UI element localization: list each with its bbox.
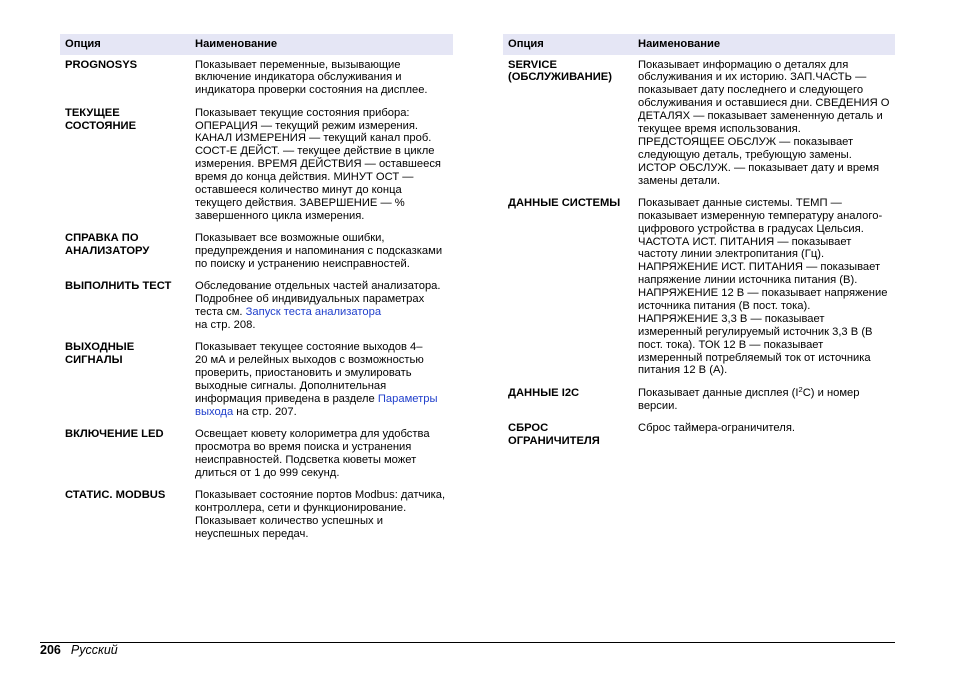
description-line: проверить, приостановить и эмулировать	[195, 367, 412, 380]
text-segment: информация приведена в разделе	[195, 392, 378, 405]
table-row	[60, 103, 453, 229]
option-description	[190, 280, 453, 332]
option-description	[190, 232, 453, 271]
description-line: частоту линии электропитания (Гц).	[638, 248, 825, 261]
description-line: Показывает переменные, вызывающие	[195, 58, 401, 71]
description-line: текущего действия. ЗАВЕРШЕНИЕ — %	[195, 196, 405, 209]
description-line: время до конца действия. МИНУТ ОСТ —	[195, 171, 414, 184]
description-line: оставшееся количество минут до конца	[195, 184, 402, 197]
text-segment: Показывает данные дисплея (I	[638, 386, 799, 399]
option-description	[190, 428, 453, 480]
column-header-option: Опция	[65, 38, 101, 50]
description-line	[638, 387, 895, 400]
option-description	[633, 422, 895, 448]
description-line: обслуживания и их историю. ЗАП.ЧАСТЬ —	[638, 71, 867, 84]
description-line: по поиску и устранению неисправностей.	[195, 257, 410, 270]
option-name-line: СОСТОЯНИЕ	[65, 119, 137, 132]
cross-reference-link[interactable]: выхода	[195, 405, 234, 418]
footer-language: Русский	[70, 643, 118, 657]
option-name-line: SERVICE	[508, 58, 557, 71]
description-line: показывает дату последнего и следующего	[638, 84, 864, 97]
table-row	[60, 425, 453, 486]
column-header-name: Наименование	[195, 38, 278, 50]
table-header-row	[503, 34, 895, 55]
description-line: ДЕТАЛЯХ — показывает замененную деталь и	[638, 110, 883, 123]
option-name	[60, 107, 190, 223]
description-line: ЧАСТОТА ИСТ. ПИТАНИЯ — показывает	[638, 235, 852, 248]
table-row	[60, 55, 453, 103]
option-name-line: PROGNOSYS	[65, 58, 138, 71]
option-name	[60, 280, 190, 332]
table-row	[503, 383, 895, 418]
option-name-line: ВЫПОЛНИТЬ ТЕСТ	[65, 280, 172, 293]
footer-rule	[40, 642, 895, 643]
description-line: замены детали.	[638, 174, 721, 187]
option-name	[503, 59, 633, 188]
option-name	[503, 387, 633, 413]
table-row	[60, 486, 453, 547]
option-name-line: ВЫХОДНЫЕ	[65, 341, 135, 354]
option-name-line: СБРОС	[508, 422, 549, 435]
description-line: НАПРЯЖЕНИЕ 3,3 В — показывает	[638, 312, 825, 325]
description-line: измеренный потребляемый ток от источника	[638, 351, 871, 364]
option-description	[633, 59, 895, 188]
option-name-line: ОГРАНИЧИТЕЛЯ	[508, 435, 600, 448]
description-line: неисправностей. Подсветка кюветы может	[195, 454, 417, 467]
superscript: 2	[798, 385, 803, 395]
column-header-option: Опция	[508, 38, 544, 50]
description-line: ОПЕРАЦИЯ — текущий режим измерения.	[195, 119, 419, 132]
description-line: НАПРЯЖЕНИЕ ИСТ. ПИТАНИЯ — показывает	[638, 261, 881, 274]
table-row	[503, 193, 895, 383]
table-body	[503, 55, 895, 454]
table-row	[503, 419, 895, 454]
option-description	[190, 59, 453, 98]
cross-reference-link[interactable]: Запуск теста анализатора	[245, 306, 382, 319]
option-name	[60, 59, 190, 98]
description-line: измеренный регулируемый источник 3,3 В (В	[638, 325, 873, 338]
description-line: неуспешных передач.	[195, 528, 309, 540]
option-name-line: ТЕКУЩЕЕ	[65, 106, 120, 119]
option-name	[60, 341, 190, 418]
option-description	[190, 341, 453, 418]
option-name	[503, 197, 633, 377]
description-line: Показывает данные системы. ТЕМП —	[638, 196, 842, 209]
column-header-name: Наименование	[638, 38, 721, 50]
description-line: длиться от 1 до 999 секунд.	[195, 466, 340, 479]
description-line: просмотра во время поиска и устранения	[195, 441, 412, 454]
page-footer	[40, 643, 118, 658]
description-line	[195, 406, 453, 419]
description-line: Показывает текущие состояния прибора:	[195, 106, 410, 119]
description-line: на стр. 208.	[195, 319, 256, 332]
description-line	[195, 306, 453, 319]
description-line: Показывает текущее состояние выходов 4–	[195, 341, 423, 354]
description-line: цифрового устройства в градусах Цельсия.	[638, 222, 864, 235]
description-line: НАПРЯЖЕНИЕ 12 В — показывает напряжение	[638, 287, 888, 300]
option-name	[60, 232, 190, 271]
description-line: питания 12 В (А).	[638, 364, 728, 377]
option-name-line: СТАТИС. MODBUS	[65, 489, 166, 502]
description-line: показывает измеренную температуру аналого-	[638, 209, 883, 222]
description-line: выходные сигналы. Дополнительная	[195, 380, 387, 393]
description-line: Показывает все возможные ошибки,	[195, 232, 385, 245]
description-line: индикатора проверки состояния на дисплее.	[195, 84, 428, 97]
description-line: источника питания (В пост. тока).	[638, 300, 811, 313]
option-name-line: ДАННЫЕ СИСТЕМЫ	[508, 196, 621, 209]
description-line: контроллера, сети и функционирование.	[195, 502, 407, 515]
description-line: ПРЕДСТОЯЩЕЕ ОБСЛУЖ — показывает	[638, 135, 854, 148]
description-line: Показывает состояние портов Modbus: датчика,	[195, 489, 446, 502]
description-line: СОСТ-Е ДЕЙСТ. — текущее действие в цикле	[195, 145, 435, 158]
description-line: обслуживания и оставшиеся дни. СВЕДЕНИЯ О	[638, 97, 890, 110]
page-number: 206	[40, 643, 61, 657]
option-name-line: АНАЛИЗАТОРУ	[65, 245, 150, 258]
table-row	[60, 229, 453, 277]
description-line: Показывает количество успешных и	[195, 515, 383, 528]
option-name-line: ДАННЫЕ I2C	[508, 386, 580, 399]
description-line	[195, 393, 453, 406]
option-name-line: СПРАВКА ПО	[65, 232, 139, 245]
text-segment: C) и номер	[802, 386, 860, 399]
description-line: включение индикатора обслуживания и	[195, 71, 402, 84]
text-segment: на стр. 207.	[233, 405, 297, 418]
option-name-line: ВКЛЮЧЕНИЕ LED	[65, 428, 164, 441]
options-table-left	[60, 34, 453, 547]
description-line: 20 мА и релейных выходов с возможностью	[195, 354, 424, 367]
cross-reference-link[interactable]: Параметры	[377, 392, 438, 405]
option-name	[60, 489, 190, 541]
description-line: версии.	[638, 399, 678, 412]
table-row	[60, 277, 453, 338]
description-line: Освещает кювету колориметра для удобства	[195, 428, 430, 441]
description-line: ИСТОР ОБСЛУЖ. — показывает дату и время	[638, 161, 880, 174]
description-line: следующую деталь, требующую замены.	[638, 148, 852, 161]
description-line: пост. тока). ТОК 12 В — показывает	[638, 338, 824, 351]
option-description	[190, 489, 453, 541]
description-line: Показывает информацию о деталях для	[638, 58, 849, 71]
description-line: текущее время использования.	[638, 122, 801, 135]
description-line: Подробнее об индивидуальных параметрах	[195, 293, 425, 306]
description-line: измерения. ВРЕМЯ ДЕЙСТВИЯ — оставшееся	[195, 158, 441, 171]
option-description	[633, 387, 895, 413]
description-line: предупреждения и напоминания с подсказками	[195, 245, 443, 258]
option-description	[633, 197, 895, 377]
description-line: завершенного цикла измерения.	[195, 209, 365, 222]
options-table-right	[503, 34, 895, 454]
text-segment: теста см.	[195, 306, 246, 319]
option-name-line: (ОБСЛУЖИВАНИЕ)	[508, 71, 612, 84]
table-row	[503, 55, 895, 193]
option-name	[503, 422, 633, 448]
option-description	[190, 107, 453, 223]
description-line: КАНАЛ ИЗМЕРЕНИЯ — текущий канал проб.	[195, 132, 432, 145]
description-line: Обследование отдельных частей анализатора.	[195, 280, 441, 293]
table-header-row	[60, 34, 453, 55]
table-body	[60, 55, 453, 547]
option-name	[60, 428, 190, 480]
option-name-line: СИГНАЛЫ	[65, 354, 123, 367]
description-line: напряжение линии источника питания (В).	[638, 274, 858, 287]
table-row	[60, 338, 453, 425]
description-line: Сброс таймера-ограничителя.	[638, 422, 795, 435]
